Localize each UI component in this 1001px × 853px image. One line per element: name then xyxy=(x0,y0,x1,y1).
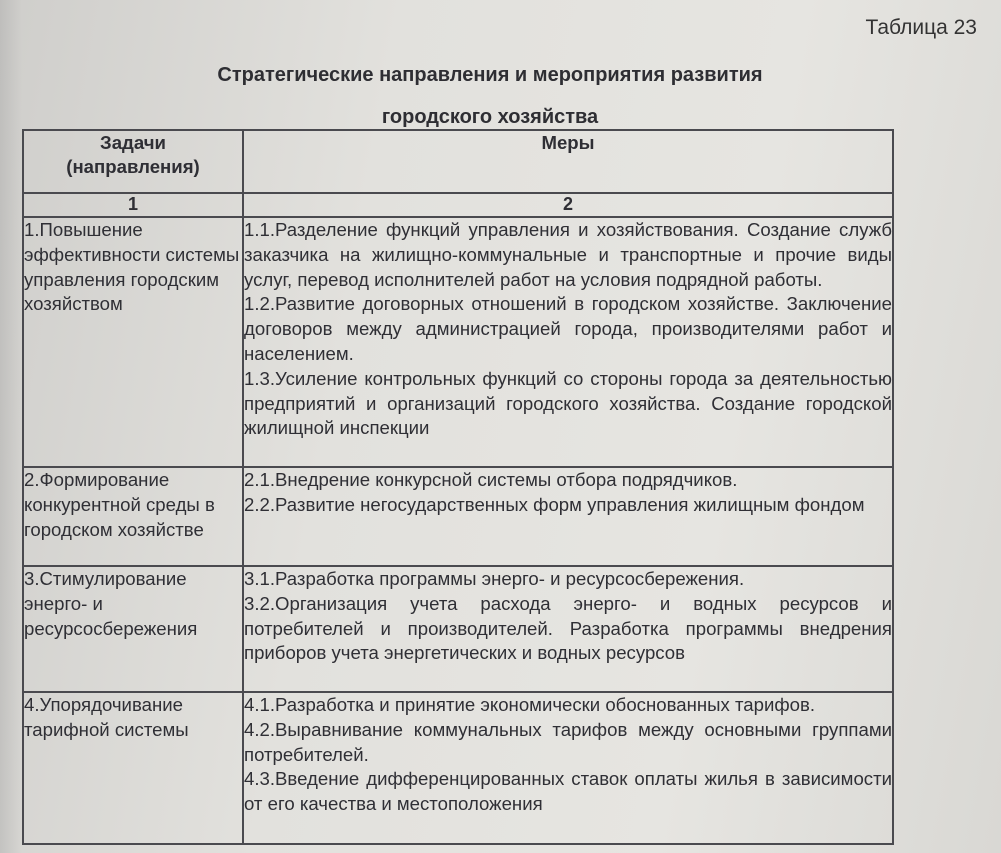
measure-item: 4.1.Разработка и принятие экономически обоснованных тарифов. xyxy=(244,694,816,715)
header-measures: Меры xyxy=(243,130,893,193)
task-cell: 2.Формирование конкурентной среды в городском хозяйстве xyxy=(23,467,243,566)
table-row xyxy=(23,217,893,467)
column-number-2: 2 xyxy=(243,193,893,217)
measures-cell xyxy=(243,566,893,692)
measure-item: 4.2.Выравнивание коммунальных тарифов между основными группами потребителей. xyxy=(244,718,892,765)
measure-item: 2.1.Внедрение конкурсной системы отбора подрядчиков. xyxy=(244,469,738,490)
measure-item: 1.3.Усиление контрольных функций со стороны города за деятельностью предприятий и организаций городского хозяйства. Создание городской жилищной инспекции xyxy=(244,367,892,439)
table-row xyxy=(23,566,893,692)
page-edge-shadow xyxy=(0,0,22,853)
measures-cell xyxy=(243,467,893,566)
header-row xyxy=(23,130,893,193)
column-number-1: 1 xyxy=(23,193,243,217)
table-row xyxy=(23,692,893,844)
measure-item: 4.3.Введение дифференцированных ставок оплаты жилья в зависимости от его качества и местоположения xyxy=(244,768,892,815)
table-title xyxy=(150,54,830,138)
measure-item: 1.2.Развитие договорных отношений в городском хозяйстве. Заключение договоров между администрацией города, производителями работ и населением. xyxy=(244,293,892,364)
measure-item: 3.1.Разработка программы энерго- и ресурсосбережения. xyxy=(244,568,745,589)
measure-item: 1.1.Разделение функций управления и хозяйствования. Создание служб заказчика на жилищно-коммунальные и транспортные и прочие виды услуг, перевод исполнителей работ на условия подрядной работы. xyxy=(244,219,892,290)
measures-cell xyxy=(243,692,893,844)
table-title-line2: городского хозяйства xyxy=(381,106,599,128)
task-cell: 1.Повышение эффективности системы управления городским хозяйством xyxy=(23,217,243,467)
measure-item: 2.2.Развитие негосударственных форм управления жилищным фондом xyxy=(244,493,865,515)
measure-item: 3.2.Организация учета расхода энерго- и водных ресурсов и потребителей и производителей. Разработка программы внедрения приборов учета энергетических и водных ресурсов xyxy=(244,592,892,664)
measures-cell xyxy=(243,217,893,467)
task-cell: 4.Упорядочивание тарифной системы xyxy=(23,692,243,844)
column-number-row xyxy=(23,193,893,217)
table-row xyxy=(23,467,893,566)
header-tasks-text: Задачи (направления) xyxy=(66,132,200,177)
task-cell: 3.Стимулирование энерго- и ресурсосбережения xyxy=(23,566,243,692)
table-number: Таблица 23 xyxy=(865,16,977,39)
header-tasks xyxy=(23,130,243,193)
table-title-line1: Стратегические направления и мероприятия развития xyxy=(217,64,763,86)
measures-table xyxy=(22,129,894,845)
